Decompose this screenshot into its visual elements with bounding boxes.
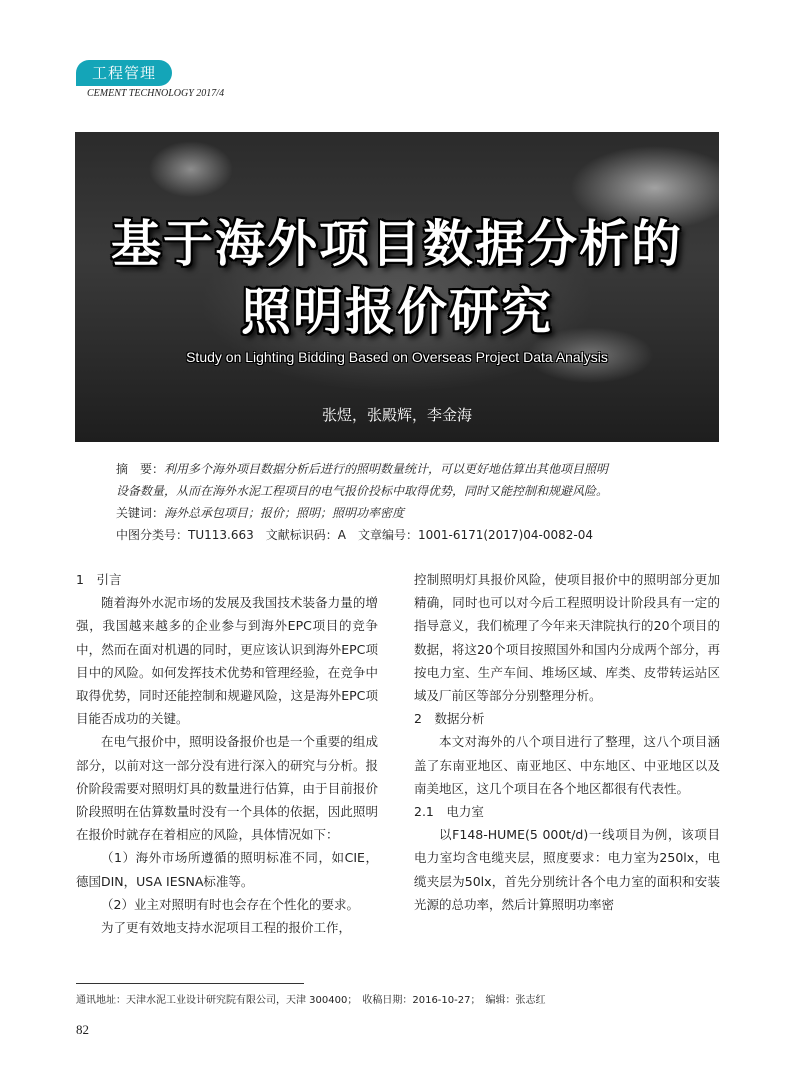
journal-name: CEMENT TECHNOLOGY 2017/4 [87,88,225,99]
paragraph: 本文对海外的八个项目进行了整理，这八个项目涵盖了东南亚地区、南亚地区、中东地区、中亚地区以及南美地区，这几个项目在各个地区都很有代表性。 [414,734,720,796]
keywords-row [116,502,696,524]
hero-banner [75,132,719,442]
heading-data-analysis: 2 数据分析 [414,711,485,727]
abstract-block [116,458,696,546]
abstract-text-2: 设备数量，从而在海外水泥工程项目的电气报价投标中取得优势，同时又能控制和规避风险。 [116,484,609,498]
heading-intro: 1 引言 [76,572,122,587]
title-line-1: 基于海外项目数据分析的 [111,215,683,273]
paragraph: 为了更有效地支持水泥项目工程的报价工作， [101,920,352,936]
authors: 张煜，张殿辉，李金海 [321,406,472,424]
page-number: 82 [76,1022,89,1037]
right-column [414,568,720,916]
paragraph: 在电气报价中，照明设备报价也是一个重要的组成部分，以前对这一部分没有进行深入的研究与分析。报价阶段需要对照明灯具的数量进行估算，由于目前报价阶段照明在估算数量时没有一个具体的依据，因此照明在报价时就存在着相应的风险，具体情况如下： [76,734,378,843]
english-subtitle: Study on Lighting Bidding Based on Overseas Project Data Analysis [186,349,608,365]
paragraph: 以F148-HUME(5 000t/d)一线项目为例，该项目电力室均含电缆夹层，照度要求：电力室为250lx，电缆夹层为50lx，首先分别统计各个电力室的面积和安装光源的总功率，然后计算照明功率密 [414,827,720,912]
paragraph: （2）业主对照明有时也会存在个性化的要求。 [101,896,359,912]
abstract-label: 摘 要： [116,462,165,476]
section-badge: 工程管理 [76,60,172,86]
left-column [76,568,378,939]
footer-divider [76,983,304,984]
footer-note: 通讯地址：天津水泥工业设计研究院有限公司，天津 300400； 收稿日期：2016-10-27； 编辑：张志红 [76,995,546,1006]
paragraph: （1）海外市场所遵循的照明标准不同，如CIE，德国DIN，USA IESNA标准等。 [76,850,378,889]
abstract-text-1: 利用多个海外项目数据分析后进行的照明数量统计，可以更好地估算出其他项目照明 [164,462,609,476]
keywords-text: 海外总承包项目；报价；照明；照明功率密度 [164,506,405,520]
paragraph: 控制照明灯具报价风险，使项目报价中的照明部分更加精确，同时也可以对今后工程照明设计阶段具有一定的指导意义，我们梳理了今年来天津院执行的20个项目的数据，将这20个项目按照国外和国内分成两个部分，再按电力室、生产车间、堆场区域、库类、皮带转运站区域及厂前区等部分分别整理分析。 [414,572,720,704]
abstract-row-1 [116,458,696,480]
paragraph: 随着海外水泥市场的发展及我国技术装备力量的增强，我国越来越多的企业参与到海外EPC项目的竞争中，然而在面对机遇的同时，更应该认识到海外EPC项目中的风险。如何发挥技术优势和管理经验，在竞争中取得优势，同时还能控制和规避风险，这是海外EPC项目能否成功的关键。 [76,595,378,727]
classification-row: 中图分类号：TU113.663 文献标识码：A 文章编号：1001-6171(2017)04-0082-04 [116,528,593,542]
heading-power-room: 2.1 电力室 [414,804,484,820]
title-line-2: 照明报价研究 [241,283,553,341]
keywords-label: 关键词： [116,506,165,520]
